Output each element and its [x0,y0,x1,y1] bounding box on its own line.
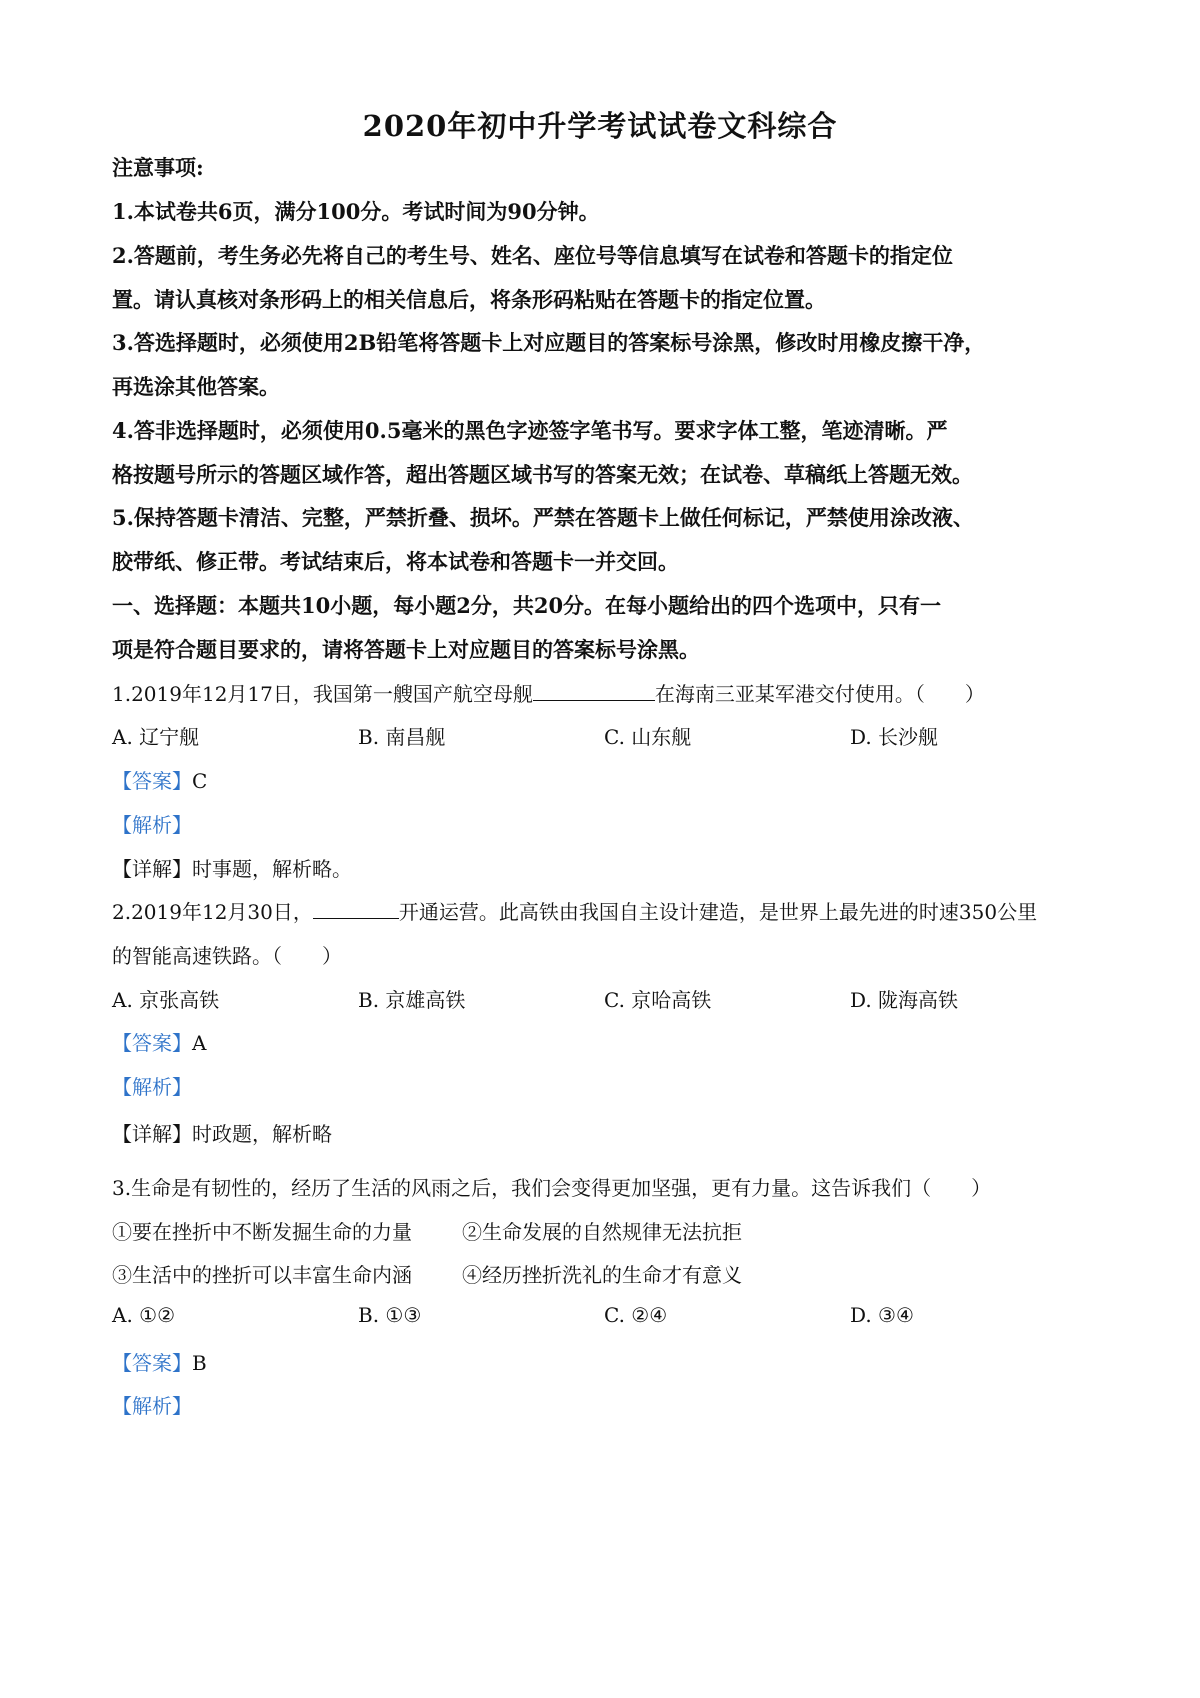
notice-line-4: 3.答选择题时，必须使用2B铅笔将答题卡上对应题目的答案标号涂黑，修改时用橡皮擦干净， [112,330,986,355]
q2-stem [112,896,1037,925]
q2-answer [112,1027,206,1056]
analysis-tag: 【解析】 [112,813,192,837]
q1-analysis [112,809,192,838]
q2-stem-after: 开通运营。此高铁由我国自主设计建造，是世界上最先进的时速350公里 [398,900,1038,924]
notice-line-3: 置。请认真核对条形码上的相关信息后，将条形码粘贴在答题卡的指定位置。 [112,287,826,312]
q1-option-c: C. 山东舰 [604,725,692,749]
q3-statement-3: ③生活中的挫折可以丰富生命内涵 [112,1263,412,1287]
section-heading-line-2: 项是符合题目要求的，请将答题卡上对应题目的答案标号涂黑。 [112,637,700,662]
analysis-tag: 【解析】 [112,1075,192,1099]
q1-stem-after: 在海南三亚某军港交付使用。（ ） [654,682,985,706]
q3-option-a: A. ①② [112,1303,176,1327]
q2-stem-before: 2.2019年12月30日， [112,900,313,924]
detail-tag: 【详解】 [112,1122,192,1146]
q1-detail [112,853,352,882]
q3-option-b: B. ①③ [358,1303,422,1327]
notice-line-1: 1.本试卷共6页，满分100分。考试时间为90分钟。 [112,199,600,224]
q2-option-d: D. 陇海高铁 [850,988,959,1012]
q3-option-c: C. ②④ [604,1303,668,1327]
q1-stem-before: 1.2019年12月17日，我国第一艘国产航空母舰 [112,682,533,706]
q3-analysis [112,1390,192,1419]
q3-answer-value: B [192,1351,207,1375]
notice-line-7: 格按题号所示的答题区域作答，超出答题区域书写的答案无效；在试卷、草稿纸上答题无效。 [112,462,973,487]
q1-detail-text: 时事题，解析略。 [192,857,352,881]
section-heading-line-1: 一、选择题：本题共10小题，每小题2分，共20分。在每小题给出的四个选项中，只有一 [112,593,942,618]
q1-option-b: B. 南昌舰 [358,725,446,749]
page-title: 2020年初中升学考试试卷文科综合 [362,109,838,143]
analysis-tag: 【解析】 [112,1394,192,1418]
q2-option-b: B. 京雄高铁 [358,988,466,1012]
q1-answer [112,765,207,794]
q3-option-d: D. ③④ [850,1303,914,1327]
q3-answer [112,1347,207,1376]
q3-statement-4: ④经历挫折洗礼的生命才有意义 [462,1263,742,1287]
q3-statement-2: ②生命发展的自然规律无法抗拒 [462,1220,742,1244]
q2-answer-value: A [192,1031,207,1055]
q1-stem [112,678,985,707]
notice-line-6: 4.答非选择题时，必须使用0.5毫米的黑色字迹签字笔书写。要求字体工整，笔迹清晰。严 [112,418,948,443]
notice-heading: 注意事项: [112,155,204,180]
q2-stem-line-2: 的智能高速铁路。（ ） [112,944,342,968]
q2-blank [313,917,399,919]
notice-line-8: 5.保持答题卡清洁、完整，严禁折叠、损坏。严禁在答题卡上做任何标记，严禁使用涂改液、 [112,505,974,530]
answer-tag: 【答案】 [112,1351,192,1375]
q2-detail [112,1118,332,1147]
answer-tag: 【答案】 [112,769,192,793]
detail-tag: 【详解】 [112,857,192,881]
q2-detail-text: 时政题，解析略 [192,1122,332,1146]
q2-option-a: A. 京张高铁 [112,988,220,1012]
answer-tag: 【答案】 [112,1031,192,1055]
notice-line-9: 胶带纸、修正带。考试结束后，将本试卷和答题卡一并交回。 [112,549,679,574]
q3-stem: 3.生命是有韧性的，经历了生活的风雨之后，我们会变得更加坚强，更有力量。这告诉我们（ ） [112,1176,992,1200]
notice-line-5: 再选涂其他答案。 [112,374,280,399]
q3-statement-1: ①要在挫折中不断发掘生命的力量 [112,1220,412,1244]
q2-analysis [112,1071,192,1100]
q1-answer-value: C [192,769,208,793]
q1-option-d: D. 长沙舰 [850,725,939,749]
notice-line-2: 2.答题前，考生务必先将自己的考生号、姓名、座位号等信息填写在试卷和答题卡的指定位 [112,243,953,268]
q2-option-c: C. 京哈高铁 [604,988,712,1012]
q1-option-a: A. 辽宁舰 [112,725,200,749]
q1-blank [533,699,655,701]
